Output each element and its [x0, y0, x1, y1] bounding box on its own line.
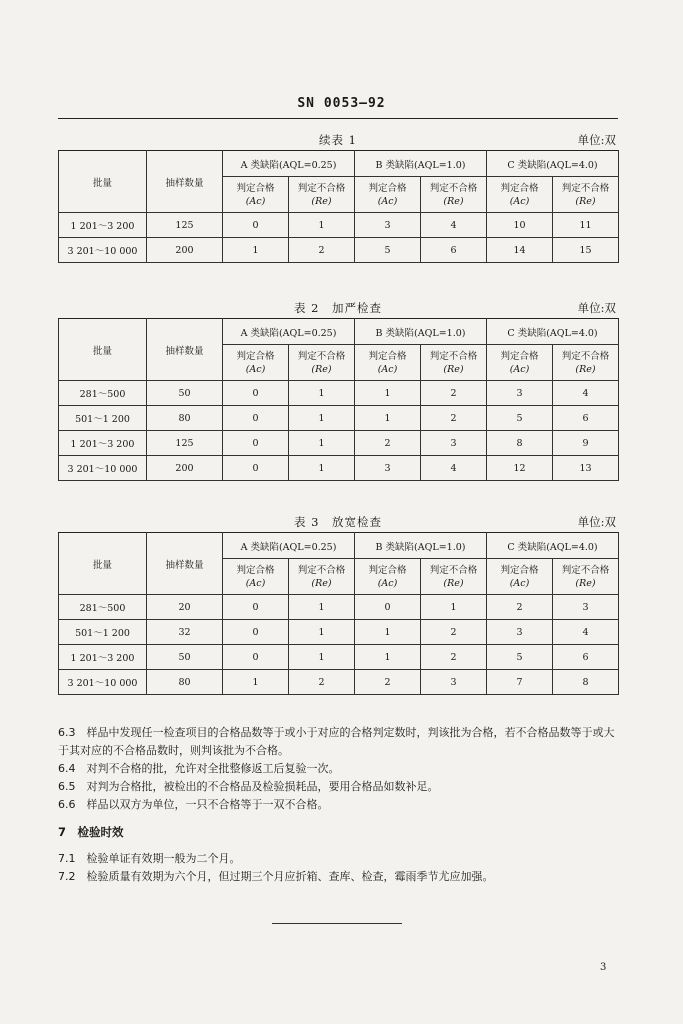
c-reject-cell: 9 — [553, 431, 619, 456]
c-reject-cell: 6 — [553, 406, 619, 431]
sample-size-cell: 80 — [147, 670, 223, 695]
accept-header: 判定合格 (Ac) — [487, 345, 553, 381]
accept-header: 判定合格 (Ac) — [223, 177, 289, 213]
a-reject-cell: 2 — [289, 670, 355, 695]
c-reject-cell: 4 — [553, 381, 619, 406]
reject-header: 判定不合格 (Re) — [289, 345, 355, 381]
batch-header: 批量 — [59, 319, 147, 381]
c-reject-cell: 11 — [553, 213, 619, 238]
batch-cell: 1 201～3 200 — [59, 431, 147, 456]
a-accept-cell: 0 — [223, 595, 289, 620]
table-3-block — [58, 510, 618, 695]
group-a-header: A 类缺陷(AQL=0.25) — [223, 533, 355, 559]
table-2-block — [58, 296, 618, 481]
c-accept-cell: 14 — [487, 238, 553, 263]
b-accept-cell: 1 — [355, 406, 421, 431]
c-reject-cell: 13 — [553, 456, 619, 481]
c-accept-cell: 7 — [487, 670, 553, 695]
c-reject-cell: 15 — [553, 238, 619, 263]
sample-size-cell: 50 — [147, 645, 223, 670]
a-reject-cell: 1 — [289, 456, 355, 481]
b-reject-cell: 2 — [421, 381, 487, 406]
batch-cell: 281～500 — [59, 381, 147, 406]
b-reject-cell: 2 — [421, 645, 487, 670]
batch-cell: 1 201～3 200 — [59, 213, 147, 238]
reject-header: 判定不合格 (Re) — [421, 559, 487, 595]
body-text — [58, 724, 623, 886]
section-7-title: 7 检验时效 — [58, 825, 124, 839]
a-reject-cell: 1 — [289, 406, 355, 431]
reject-header: 判定不合格 (Re) — [289, 177, 355, 213]
table-3 — [58, 532, 619, 695]
group-b-header: B 类缺陷(AQL=1.0) — [355, 533, 487, 559]
reject-header: 判定不合格 (Re) — [289, 559, 355, 595]
a-accept-cell: 0 — [223, 620, 289, 645]
c-reject-cell: 8 — [553, 670, 619, 695]
paragraph-6-6: 6.6 样品以双方为单位，一只不合格等于一双不合格。 — [58, 798, 329, 811]
group-b-header: B 类缺陷(AQL=1.0) — [355, 151, 487, 177]
a-accept-cell: 0 — [223, 645, 289, 670]
a-accept-cell: 0 — [223, 431, 289, 456]
b-reject-cell: 2 — [421, 620, 487, 645]
c-accept-cell: 5 — [487, 645, 553, 670]
batch-cell: 3 201～10 000 — [59, 670, 147, 695]
b-accept-cell: 1 — [355, 381, 421, 406]
group-a-header: A 类缺陷(AQL=0.25) — [223, 319, 355, 345]
table-row — [59, 595, 619, 620]
sample-size-cell: 20 — [147, 595, 223, 620]
b-accept-cell: 0 — [355, 595, 421, 620]
page-number: 3 — [600, 962, 607, 973]
b-reject-cell: 3 — [421, 431, 487, 456]
reject-header: 判定不合格 (Re) — [553, 345, 619, 381]
header-rule — [58, 118, 618, 119]
a-accept-cell: 0 — [223, 406, 289, 431]
sample-size-cell: 125 — [147, 431, 223, 456]
b-reject-cell: 4 — [421, 213, 487, 238]
paragraph-6-3: 6.3 样品中发现任一检查项目的合格品数等于或小于对应的合格判定数时，判该批为合格，若不合格品数等于或大于其对应的不合格品数时，则判该批为不合格。 — [58, 726, 615, 757]
a-reject-cell: 1 — [289, 645, 355, 670]
table-1-caption-row — [58, 128, 618, 150]
sample-size-header: 抽样数量 — [147, 319, 223, 381]
table-row — [59, 406, 619, 431]
a-accept-cell: 1 — [223, 670, 289, 695]
table-3-unit: 单位:双 — [577, 515, 616, 529]
c-reject-cell: 3 — [553, 595, 619, 620]
paragraph-7-1: 7.1 检验单证有效期一般为二个月。 — [58, 852, 241, 865]
batch-cell: 501～1 200 — [59, 406, 147, 431]
reject-header: 判定不合格 (Re) — [553, 559, 619, 595]
c-reject-cell: 4 — [553, 620, 619, 645]
reject-header: 判定不合格 (Re) — [553, 177, 619, 213]
b-accept-cell: 3 — [355, 456, 421, 481]
sample-size-header: 抽样数量 — [147, 151, 223, 213]
end-rule — [272, 923, 402, 924]
a-reject-cell: 1 — [289, 595, 355, 620]
a-accept-cell: 0 — [223, 213, 289, 238]
c-accept-cell: 10 — [487, 213, 553, 238]
group-c-header: C 类缺陷(AQL=4.0) — [487, 533, 619, 559]
document-code: SN 0053—92 — [297, 96, 386, 111]
table-1-unit: 单位:双 — [577, 133, 616, 147]
table-row — [59, 456, 619, 481]
b-accept-cell: 3 — [355, 213, 421, 238]
sample-size-cell: 32 — [147, 620, 223, 645]
reject-header: 判定不合格 (Re) — [421, 345, 487, 381]
accept-header: 判定合格 (Ac) — [355, 177, 421, 213]
b-reject-cell: 6 — [421, 238, 487, 263]
a-reject-cell: 1 — [289, 381, 355, 406]
a-reject-cell: 1 — [289, 431, 355, 456]
b-accept-cell: 2 — [355, 431, 421, 456]
table-3-caption: 表 3 放宽检查 — [294, 515, 382, 529]
b-accept-cell: 2 — [355, 670, 421, 695]
table-2 — [58, 318, 619, 481]
c-accept-cell: 3 — [487, 381, 553, 406]
table-2-unit: 单位:双 — [577, 301, 616, 315]
table-1-block — [58, 128, 618, 263]
sample-size-cell: 125 — [147, 213, 223, 238]
batch-cell: 501～1 200 — [59, 620, 147, 645]
table-1-caption: 续表 1 — [319, 133, 357, 147]
accept-header: 判定合格 (Ac) — [355, 345, 421, 381]
a-accept-cell: 1 — [223, 238, 289, 263]
b-reject-cell: 1 — [421, 595, 487, 620]
table-row — [59, 213, 619, 238]
paragraph-6-4: 6.4 对判不合格的批，允许对全批整修返工后复验一次。 — [58, 762, 340, 775]
c-accept-cell: 8 — [487, 431, 553, 456]
table-3-caption-row — [58, 510, 618, 532]
b-accept-cell: 5 — [355, 238, 421, 263]
b-accept-cell: 1 — [355, 620, 421, 645]
c-accept-cell: 2 — [487, 595, 553, 620]
accept-header: 判定合格 (Ac) — [223, 345, 289, 381]
b-reject-cell: 4 — [421, 456, 487, 481]
sample-size-cell: 80 — [147, 406, 223, 431]
group-a-header: A 类缺陷(AQL=0.25) — [223, 151, 355, 177]
accept-header: 判定合格 (Ac) — [487, 559, 553, 595]
a-reject-cell: 2 — [289, 238, 355, 263]
a-accept-cell: 0 — [223, 381, 289, 406]
batch-header: 批量 — [59, 151, 147, 213]
sample-size-cell: 200 — [147, 238, 223, 263]
accept-header: 判定合格 (Ac) — [223, 559, 289, 595]
paragraph-6-5: 6.5 对判为合格批，被检出的不合格品及检验损耗品，要用合格品如数补足。 — [58, 780, 439, 793]
batch-cell: 3 201～10 000 — [59, 238, 147, 263]
c-accept-cell: 12 — [487, 456, 553, 481]
reject-header: 判定不合格 (Re) — [421, 177, 487, 213]
accept-header: 判定合格 (Ac) — [355, 559, 421, 595]
batch-cell: 3 201～10 000 — [59, 456, 147, 481]
table-2-caption-row — [58, 296, 618, 318]
group-c-header: C 类缺陷(AQL=4.0) — [487, 319, 619, 345]
a-accept-cell: 0 — [223, 456, 289, 481]
a-reject-cell: 1 — [289, 213, 355, 238]
b-accept-cell: 1 — [355, 645, 421, 670]
batch-cell: 1 201～3 200 — [59, 645, 147, 670]
accept-header: 判定合格 (Ac) — [487, 177, 553, 213]
sample-size-header: 抽样数量 — [147, 533, 223, 595]
sample-size-cell: 50 — [147, 381, 223, 406]
b-reject-cell: 3 — [421, 670, 487, 695]
batch-cell: 281～500 — [59, 595, 147, 620]
table-row — [59, 670, 619, 695]
batch-header: 批量 — [59, 533, 147, 595]
table-1 — [58, 150, 619, 263]
group-c-header: C 类缺陷(AQL=4.0) — [487, 151, 619, 177]
table-row — [59, 431, 619, 456]
table-row — [59, 645, 619, 670]
c-accept-cell: 3 — [487, 620, 553, 645]
a-reject-cell: 1 — [289, 620, 355, 645]
group-b-header: B 类缺陷(AQL=1.0) — [355, 319, 487, 345]
c-accept-cell: 5 — [487, 406, 553, 431]
table-row — [59, 381, 619, 406]
c-reject-cell: 6 — [553, 645, 619, 670]
sample-size-cell: 200 — [147, 456, 223, 481]
table-2-caption: 表 2 加严检查 — [294, 301, 382, 315]
table-row — [59, 238, 619, 263]
b-reject-cell: 2 — [421, 406, 487, 431]
paragraph-7-2: 7.2 检验质量有效期为六个月，但过期三个月应折箱、查库、检查，霉雨季节尤应加强。 — [58, 870, 494, 883]
table-row — [59, 620, 619, 645]
